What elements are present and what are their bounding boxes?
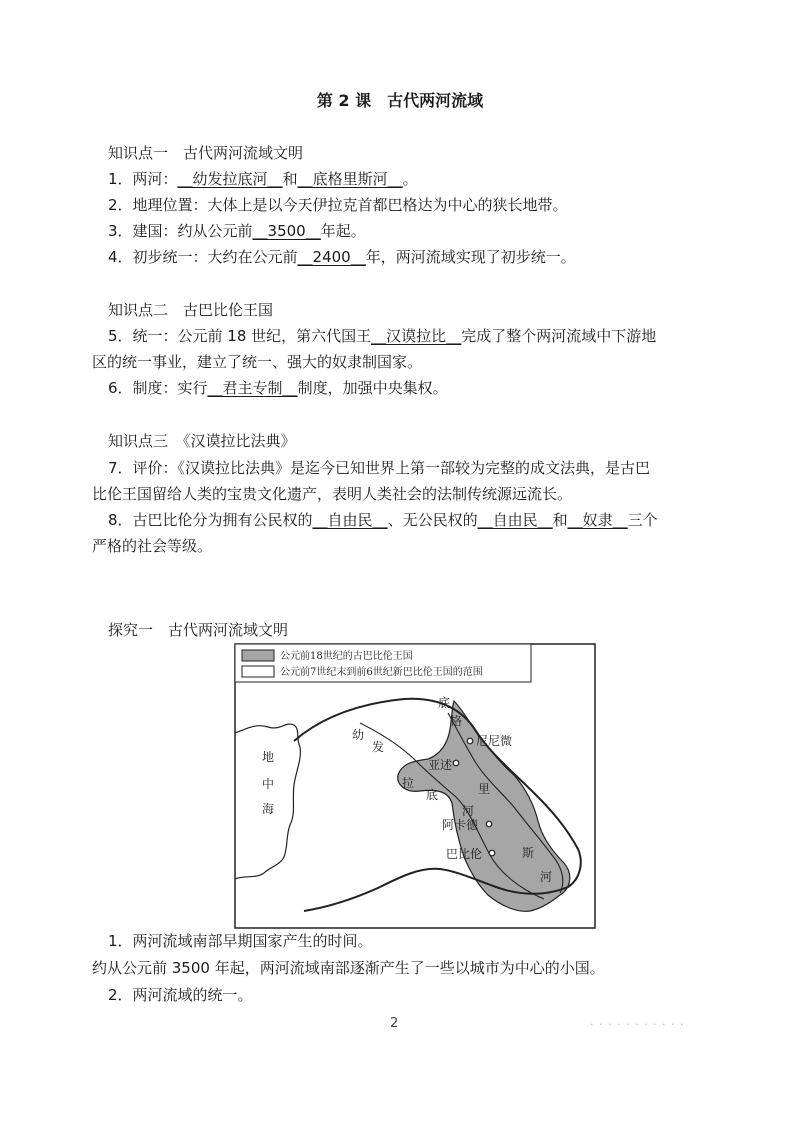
answer-euphrates: __幼发拉底河__ bbox=[177, 170, 283, 188]
legend-swatch-neo-babylon bbox=[242, 666, 274, 677]
label-assur: 亚述 bbox=[428, 758, 453, 772]
item-2-location: 2．地理位置：大体上是以今天伊拉克首都巴格达为中心的狭长地带。 bbox=[108, 196, 568, 214]
item-3-prefix: 3．建国：约从公元前 bbox=[108, 222, 253, 240]
label-euphrates-4: 底 bbox=[426, 788, 439, 802]
label-euphrates-2: 发 bbox=[372, 740, 385, 754]
item-4-unification bbox=[108, 246, 576, 267]
item-5-suffix: 完成了整个两河流域中下游地 bbox=[461, 327, 657, 345]
item-6-prefix: 6．制度：实行 bbox=[108, 379, 208, 397]
city-babylon-marker bbox=[489, 850, 495, 856]
label-tigris-3: 里 bbox=[478, 782, 491, 796]
page-title: 第 2 课 古代两河流域 bbox=[316, 91, 484, 110]
answer-2400: __2400__ bbox=[297, 248, 366, 266]
answer-tigris: __底格里斯河__ bbox=[297, 170, 403, 188]
item-5-line-a bbox=[108, 325, 656, 346]
item-3-founding bbox=[108, 220, 366, 241]
item-4-suffix: 年，两河流域实现了初步统一。 bbox=[365, 248, 576, 266]
label-nineveh: 尼尼微 bbox=[476, 734, 513, 748]
item-6-suffix: 制度，加强中央集权。 bbox=[297, 379, 448, 397]
item-1-and: 和 bbox=[282, 170, 298, 188]
inquiry-answer-1: 约从公元前 3500 年起，两河流域南部逐渐产生了一些以城市为中心的小国。 bbox=[92, 959, 605, 977]
map-legend bbox=[235, 644, 531, 682]
answer-slave: __奴隶__ bbox=[567, 511, 628, 529]
answer-freeman-1: __自由民__ bbox=[312, 511, 388, 529]
inquiry-question-1: 1．两河流域南部早期国家产生的时间。 bbox=[108, 932, 373, 950]
label-babylon: 巴比伦 bbox=[446, 847, 483, 861]
item-8-line-a bbox=[108, 509, 658, 530]
item-5-line-b: 区的统一事业，建立了统一、强大的奴隶制国家。 bbox=[92, 353, 423, 371]
item-3-suffix: 年起。 bbox=[320, 222, 366, 240]
item-4-prefix: 4．初步统一：大约在公元前 bbox=[108, 248, 298, 266]
item-6-system bbox=[108, 377, 448, 398]
label-tigris-5: 河 bbox=[540, 870, 553, 884]
legend-swatch-babylon bbox=[242, 650, 274, 661]
label-tigris-4: 斯 bbox=[522, 846, 535, 860]
answer-3500: __3500__ bbox=[252, 222, 321, 240]
answer-freeman-2: __自由民__ bbox=[477, 511, 553, 529]
item-1-suffix: 。 bbox=[402, 170, 418, 188]
item-8-mid2: 和 bbox=[552, 511, 568, 529]
label-euphrates-1: 幼 bbox=[352, 728, 365, 742]
item-8-line-b: 严格的社会等级。 bbox=[92, 537, 213, 555]
mesopotamia-map bbox=[234, 643, 596, 929]
item-1-rivers bbox=[108, 168, 418, 189]
item-8-mid1: 、无公民权的 bbox=[387, 511, 478, 529]
city-nineveh-marker bbox=[467, 738, 473, 744]
inquiry-question-2: 2．两河流域的统一。 bbox=[108, 986, 253, 1004]
city-akkad-marker bbox=[486, 821, 492, 827]
section2-heading: 知识点二 古巴比伦王国 bbox=[108, 301, 274, 319]
item-8-suffix: 三个 bbox=[627, 511, 658, 529]
item-7-line-a: 7．评价：《汉谟拉比法典》是迄今已知世界上第一部较为完整的成文法典，是古巴 bbox=[108, 459, 651, 477]
page-number: 2 bbox=[390, 1016, 399, 1031]
label-euphrates-3: 拉 bbox=[402, 776, 415, 790]
city-assur-marker bbox=[453, 760, 459, 766]
item-5-prefix: 5．统一：公元前 18 世纪，第六代国王 bbox=[108, 327, 372, 345]
item-7-line-b: 比伦王国留给人类的宝贵文化遗产，表明人类社会的法制传统源远流长。 bbox=[92, 485, 573, 503]
label-river: 河 bbox=[462, 804, 475, 818]
label-sea-3: 海 bbox=[262, 802, 275, 816]
label-sea-1: 地 bbox=[262, 750, 275, 764]
label-tigris-1: 底 bbox=[438, 696, 451, 710]
legend-item-neo-babylon: 公元前7世纪末到前6世纪新巴比伦王国的范围 bbox=[280, 667, 483, 678]
legend-item-babylon: 公元前18世纪的古巴比伦王国 bbox=[280, 651, 413, 662]
inquiry-heading: 探究一 古代两河流域文明 bbox=[108, 621, 289, 639]
label-tigris-2: 格 bbox=[450, 714, 463, 728]
answer-hammurabi: __汉谟拉比__ bbox=[371, 327, 462, 345]
section1-heading: 知识点一 古代两河流域文明 bbox=[108, 144, 304, 162]
answer-autocracy: __君主专制__ bbox=[207, 379, 298, 397]
footer-watermark: · · · · · · · · · · · bbox=[590, 1018, 685, 1031]
section3-heading: 知识点三 《汉谟拉比法典》 bbox=[108, 432, 296, 450]
label-sea-2: 中 bbox=[262, 777, 275, 791]
item-1-prefix: 1．两河： bbox=[108, 170, 178, 188]
item-8-prefix: 8．古巴比伦分为拥有公民权的 bbox=[108, 511, 313, 529]
label-akkad: 阿卡德 bbox=[442, 818, 479, 832]
